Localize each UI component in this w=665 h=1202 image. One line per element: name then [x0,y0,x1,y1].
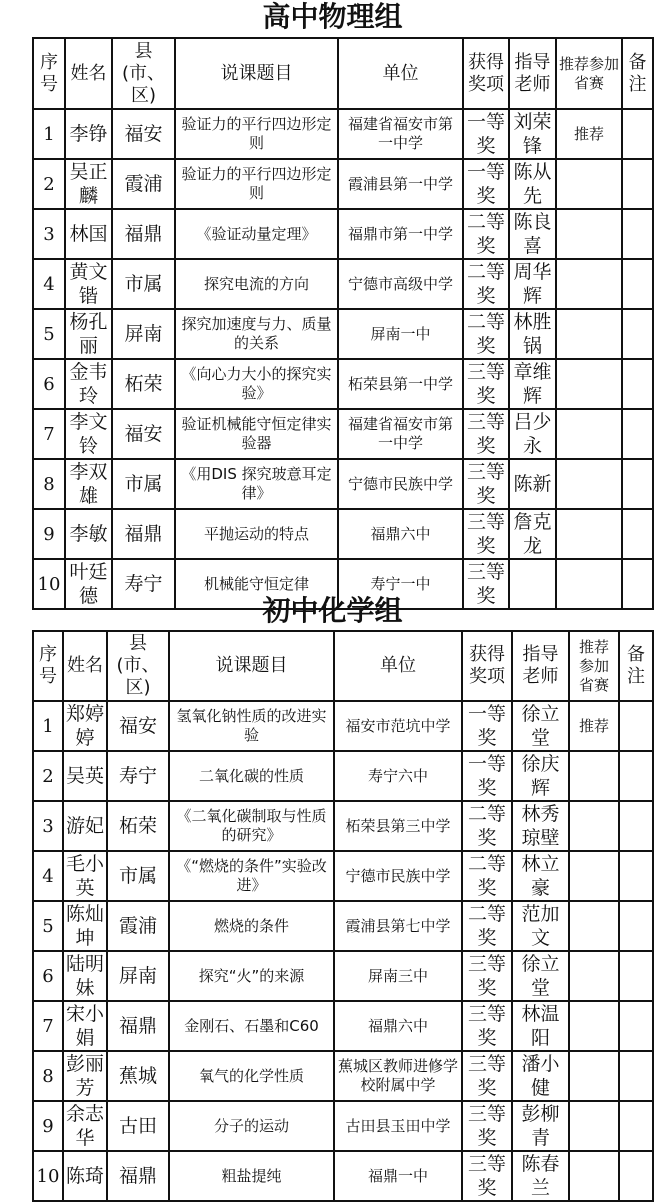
cell-recommend [556,409,622,459]
cell-county: 屏南 [107,951,169,1001]
cell-name: 李文铃 [65,409,112,459]
cell-award: 三等奖 [463,509,509,559]
cell-teacher: 陈新 [509,459,556,509]
column-header-unit: 单位 [338,38,463,109]
cell-topic: 探究电流的方向 [175,259,338,309]
cell-topic: 《向心力大小的探究实验》 [175,359,338,409]
cell-no: 4 [33,851,63,901]
cell-unit: 寿宁六中 [334,751,462,801]
cell-award: 三等奖 [462,1101,512,1151]
cell-recommend [556,309,622,359]
cell-no: 5 [33,309,65,359]
cell-recommend [569,801,619,851]
cell-teacher: 陈从先 [509,159,556,209]
cell-recommend [569,1151,619,1201]
cell-remark [619,1001,653,1051]
cell-recommend [569,1101,619,1151]
cell-award: 三等奖 [462,1001,512,1051]
cell-award: 一等奖 [463,159,509,209]
cell-topic: 机械能守恒定律 [175,559,338,609]
cell-county: 福鼎 [112,509,175,559]
cell-no: 10 [33,1151,63,1201]
cell-topic: 验证机械能守恒定律实验器 [175,409,338,459]
cell-teacher: 林胜锅 [509,309,556,359]
cell-county: 柘荣 [107,801,169,851]
cell-teacher: 范加文 [512,901,569,951]
cell-award: 二等奖 [462,801,512,851]
cell-name: 陈琦 [63,1151,107,1201]
cell-remark [622,259,653,309]
cell-no: 6 [33,951,63,1001]
chemistry-group-title: 初中化学组 [262,594,403,627]
cell-name: 郑婷婷 [63,701,107,751]
cell-county: 福安 [107,701,169,751]
cell-county: 市属 [107,851,169,901]
column-header-recommend: 推荐参加省赛 [556,38,622,109]
cell-county: 市属 [112,259,175,309]
cell-name: 杨孔丽 [65,309,112,359]
cell-award: 二等奖 [462,851,512,901]
cell-county: 福鼎 [112,209,175,259]
table-row [33,751,653,801]
cell-recommend [556,209,622,259]
cell-county: 福安 [112,409,175,459]
column-header-name: 姓名 [65,38,112,109]
cell-recommend [556,509,622,559]
table-row [33,1151,653,1201]
cell-remark [619,801,653,851]
column-header-no: 序号 [33,38,65,109]
cell-teacher: 徐立堂 [512,701,569,751]
cell-remark [622,459,653,509]
cell-name: 李铮 [65,109,112,159]
cell-teacher: 林温阳 [512,1001,569,1051]
cell-teacher: 章维辉 [509,359,556,409]
cell-remark [619,1101,653,1151]
cell-teacher: 徐庆辉 [512,751,569,801]
cell-recommend [569,1051,619,1101]
table-row [33,901,653,951]
cell-unit: 霞浦县第一中学 [338,159,463,209]
cell-name: 余志华 [63,1101,107,1151]
cell-recommend [556,259,622,309]
cell-no: 10 [33,559,65,609]
cell-unit: 古田县玉田中学 [334,1101,462,1151]
cell-name: 林国 [65,209,112,259]
column-header-unit: 单位 [334,631,462,701]
table-row [33,1101,653,1151]
cell-name: 吴英 [63,751,107,801]
cell-no: 9 [33,509,65,559]
cell-no: 2 [33,159,65,209]
cell-name: 黄文锴 [65,259,112,309]
cell-county: 福鼎 [107,1151,169,1201]
column-header-name: 姓名 [63,631,107,701]
cell-award: 一等奖 [462,701,512,751]
cell-unit: 柘荣县第一中学 [338,359,463,409]
cell-topic: 平抛运动的特点 [175,509,338,559]
cell-teacher: 詹克龙 [509,509,556,559]
table-row [33,409,653,459]
cell-topic: 《“燃烧的条件”实验改进》 [169,851,334,901]
cell-county: 市属 [112,459,175,509]
cell-no: 6 [33,359,65,409]
cell-unit: 寿宁一中 [338,559,463,609]
table-row [33,509,653,559]
column-header-remark: 备注 [622,38,653,109]
cell-award: 二等奖 [462,901,512,951]
cell-award: 二等奖 [463,309,509,359]
cell-no: 5 [33,901,63,951]
cell-teacher: 陈春兰 [512,1151,569,1201]
cell-unit: 福鼎六中 [334,1001,462,1051]
table-row [33,951,653,1001]
cell-name: 彭丽芳 [63,1051,107,1101]
cell-recommend [569,951,619,1001]
cell-no: 2 [33,751,63,801]
table-row [33,1001,653,1051]
table-row [33,701,653,751]
column-header-topic: 说课题目 [169,631,334,701]
cell-no: 8 [33,1051,63,1101]
column-header-award: 获得奖项 [463,38,509,109]
table-row [33,801,653,851]
cell-no: 7 [33,409,65,459]
chemistry-results-table [32,630,654,1202]
cell-unit: 福建省福安市第一中学 [338,109,463,159]
cell-award: 三等奖 [462,1151,512,1201]
cell-award: 二等奖 [463,259,509,309]
cell-topic: 探究加速度与力、质量的关系 [175,309,338,359]
cell-topic: 《验证动量定理》 [175,209,338,259]
table-header-row [33,38,653,109]
cell-remark [622,159,653,209]
cell-topic: 探究“火”的来源 [169,951,334,1001]
cell-recommend: 推荐 [569,701,619,751]
cell-unit: 屏南三中 [334,951,462,1001]
cell-county: 寿宁 [107,751,169,801]
cell-county: 福安 [112,109,175,159]
cell-remark [622,409,653,459]
cell-teacher: 周华辉 [509,259,556,309]
cell-topic: 氧气的化学性质 [169,1051,334,1101]
cell-award: 三等奖 [463,459,509,509]
table-row [33,309,653,359]
cell-teacher: 彭柳青 [512,1101,569,1151]
cell-topic: 分子的运动 [169,1101,334,1151]
cell-remark [619,751,653,801]
cell-remark [619,901,653,951]
column-header-award: 获得奖项 [462,631,512,701]
cell-unit: 蕉城区教师进修学校附属中学 [334,1051,462,1101]
cell-name: 李双雄 [65,459,112,509]
cell-no: 7 [33,1001,63,1051]
cell-name: 陈灿坤 [63,901,107,951]
cell-award: 三等奖 [462,951,512,1001]
cell-topic: 《用DIS 探究玻意耳定律》 [175,459,338,509]
column-header-no: 序号 [33,631,63,701]
table-row [33,459,653,509]
cell-topic: 《二氧化碳制取与性质的研究》 [169,801,334,851]
cell-remark [619,1151,653,1201]
cell-award: 一等奖 [463,109,509,159]
cell-unit: 霞浦县第七中学 [334,901,462,951]
cell-teacher: 潘小健 [512,1051,569,1101]
column-header-teacher: 指导老师 [512,631,569,701]
table-row [33,209,653,259]
table-row [33,851,653,901]
cell-award: 一等奖 [462,751,512,801]
physics-results-table [32,37,654,610]
cell-unit: 柘荣县第三中学 [334,801,462,851]
cell-no: 8 [33,459,65,509]
cell-name: 叶廷德 [65,559,112,609]
cell-name: 游妃 [63,801,107,851]
cell-topic: 金刚石、石墨和C60 [169,1001,334,1051]
cell-recommend [556,359,622,409]
cell-county: 霞浦 [107,901,169,951]
cell-recommend [556,459,622,509]
cell-award: 三等奖 [463,559,509,609]
column-header-county: 县(市、区) [112,38,175,109]
cell-unit: 宁德市民族中学 [338,459,463,509]
cell-no: 9 [33,1101,63,1151]
cell-topic: 验证力的平行四边形定则 [175,109,338,159]
cell-name: 吴正麟 [65,159,112,209]
table-header-row [33,631,653,701]
cell-county: 柘荣 [112,359,175,409]
cell-topic: 燃烧的条件 [169,901,334,951]
table-row [33,259,653,309]
cell-county: 福鼎 [107,1001,169,1051]
cell-topic: 粗盐提纯 [169,1151,334,1201]
cell-remark [622,109,653,159]
table-row [33,1051,653,1101]
cell-topic: 验证力的平行四边形定则 [175,159,338,209]
table-row [33,109,653,159]
cell-teacher: 林立豪 [512,851,569,901]
cell-award: 三等奖 [463,409,509,459]
cell-unit: 福鼎市第一中学 [338,209,463,259]
cell-no: 3 [33,801,63,851]
cell-award: 三等奖 [462,1051,512,1101]
cell-no: 3 [33,209,65,259]
cell-no: 1 [33,701,63,751]
cell-no: 1 [33,109,65,159]
cell-unit: 宁德市高级中学 [338,259,463,309]
cell-name: 毛小英 [63,851,107,901]
cell-topic: 氢氧化钠性质的改进实验 [169,701,334,751]
cell-remark [622,209,653,259]
cell-recommend [569,851,619,901]
cell-name: 李敏 [65,509,112,559]
column-header-county: 县(市、区) [107,631,169,701]
cell-county: 蕉城 [107,1051,169,1101]
cell-name: 金韦玲 [65,359,112,409]
cell-recommend [569,1001,619,1051]
table-row [33,359,653,409]
cell-teacher: 徐立堂 [512,951,569,1001]
table-row [33,159,653,209]
cell-recommend [569,751,619,801]
column-header-remark: 备注 [619,631,653,701]
cell-teacher: 吕少永 [509,409,556,459]
cell-remark [622,309,653,359]
cell-recommend: 推荐 [556,109,622,159]
column-header-topic: 说课题目 [175,38,338,109]
cell-remark [622,509,653,559]
cell-recommend [556,159,622,209]
cell-name: 陆明妹 [63,951,107,1001]
cell-teacher: 林秀琼壁 [512,801,569,851]
cell-county: 寿宁 [112,559,175,609]
cell-remark [619,1051,653,1101]
cell-unit: 福建省福安市第一中学 [338,409,463,459]
cell-unit: 福安市范坑中学 [334,701,462,751]
cell-award: 二等奖 [463,209,509,259]
cell-county: 霞浦 [112,159,175,209]
cell-unit: 福鼎六中 [338,509,463,559]
column-header-teacher: 指导老师 [509,38,556,109]
cell-unit: 宁德市民族中学 [334,851,462,901]
cell-county: 屏南 [112,309,175,359]
cell-county: 古田 [107,1101,169,1151]
cell-remark [619,701,653,751]
cell-remark [619,851,653,901]
cell-name: 宋小娟 [63,1001,107,1051]
cell-remark [622,359,653,409]
cell-teacher: 陈良喜 [509,209,556,259]
cell-unit: 福鼎一中 [334,1151,462,1201]
cell-no: 4 [33,259,65,309]
cell-topic: 二氧化碳的性质 [169,751,334,801]
cell-award: 三等奖 [463,359,509,409]
cell-recommend [569,901,619,951]
cell-teacher: 刘荣锋 [509,109,556,159]
cell-remark [619,951,653,1001]
cell-unit: 屏南一中 [338,309,463,359]
physics-group-title: 高中物理组 [262,0,403,33]
column-header-recommend: 推荐参加省赛 [569,631,619,701]
